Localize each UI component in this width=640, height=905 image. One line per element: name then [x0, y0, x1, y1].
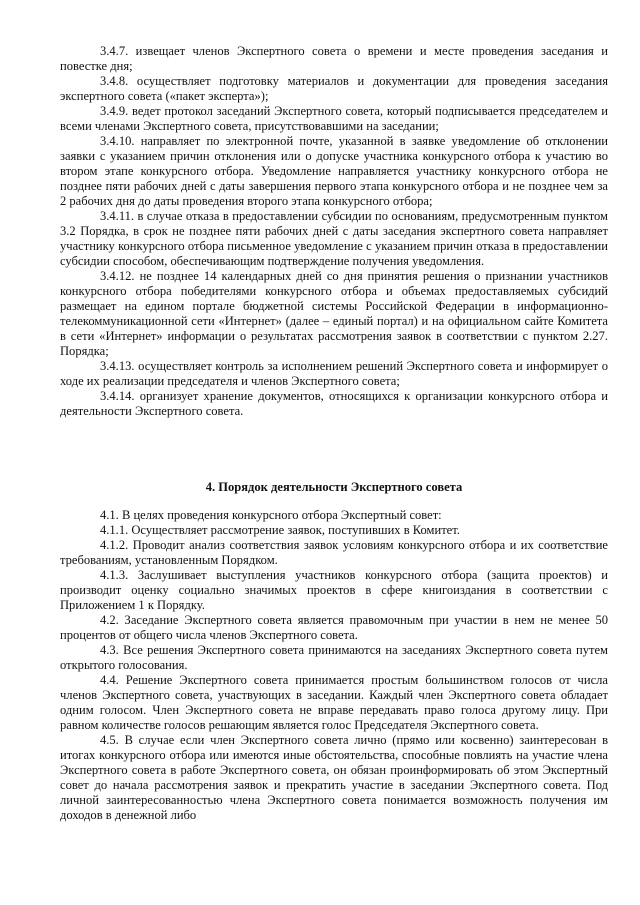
item-4-1-2: 4.1.2. Проводит анализ соответствия заявок условиям конкурсного отбора и их соответствие требованиям, установленным Порядком. — [60, 538, 608, 567]
section-4-heading: 4. Порядок деятельности Экспертного совета — [205, 480, 463, 494]
item-4-2: 4.2. Заседание Экспертного совета является правомочным при участии в нем не менее 50 процентов от общего числа членов Экспертного совета. — [60, 613, 608, 642]
section-3-items — [60, 44, 608, 419]
item-3-4-9: 3.4.9. ведет протокол заседаний Экспертного совета, который подписывается председателем и всеми членами Экспертного совета, присутствовавшими на заседании; — [60, 104, 608, 133]
item-4-3: 4.3. Все решения Экспертного совета принимаются на заседаниях Экспертного совета путем открытого голосования. — [60, 643, 608, 672]
item-3-4-13: 3.4.13. осуществляет контроль за исполнением решений Экспертного совета и информирует о ходе их реализации председателя и членов Экспертного совета; — [60, 359, 608, 388]
item-3-4-14: 3.4.14. организует хранение документов, относящихся к организации конкурсного отбора и деятельности Экспертного совета. — [60, 389, 608, 418]
item-3-4-8: 3.4.8. осуществляет подготовку материалов и документации для проведения заседания экспертного совета («пакет эксперта»); — [60, 74, 608, 103]
section-4-items — [60, 508, 608, 823]
item-3-4-11: 3.4.11. в случае отказа в предоставлении субсидии по основаниям, предусмотренным пунктом 3.2 Порядка, в срок не позднее пяти рабочих дней с даты заседания экспертного совета направляет участнику конкурсного отбора письменное уведомление с указанием причин отказа в предоставлении субсидии способом, обеспечивающим подтверждение получения уведомления. — [60, 209, 608, 268]
item-4-1-3: 4.1.3. Заслушивает выступления участников конкурсного отбора (защита проектов) и производит оценку социально значимых проектов в сфере книгоиздания в соответствии с Приложением 1 к Порядку. — [60, 568, 608, 612]
item-3-4-7: 3.4.7. извещает членов Экспертного совета о времени и месте проведения заседания и повестке дня; — [60, 44, 608, 73]
item-4-4: 4.4. Решение Экспертного совета принимается простым большинством голосов от числа членов Экспертного совета, участвующих в заседании. Каждый член Экспертного совета обладает одним голосом. Член Экспертного совета не вправе передавать право голоса другому лицу. При равном количестве голосов решающим является голос Председателя Экспертного совета. — [60, 673, 608, 732]
item-4-5: 4.5. В случае если член Экспертного совета лично (прямо или косвенно) заинтересован в итогах конкурсного отбора или имеются иные обстоятельства, способные повлиять на участие члена Экспертного совета в работе Экспертного совета, он обязан проинформировать об этом Экспертный совет до начала рассмотрения заявок и прекратить участие в заседании Экспертного совета. Под личной заинтересованностью члена Экспертного совета понимается возможность получения им доходов в денежной либо — [60, 733, 608, 822]
item-3-4-12: 3.4.12. не позднее 14 календарных дней со дня принятия решения о признании участников конкурсного отбора победителями конкурсного отбора и объемах предоставляемых субсидий размещает на едином портале бюджетной системы Российской Федерации в информационно-телекоммуникационной сети «Интернет» (далее – единый портал) и на официальном сайте Комитета в сети «Интернет» информации о результатах рассмотрения заявок в соответствии с пунктом 2.27. Порядка; — [60, 269, 608, 358]
item-4-1-1: 4.1.1. Осуществляет рассмотрение заявок, поступивших в Комитет. — [100, 523, 460, 537]
item-4-1: 4.1. В целях проведения конкурсного отбора Экспертный совет: — [100, 508, 442, 522]
item-3-4-10: 3.4.10. направляет по электронной почте, указанной в заявке уведомление об отклонении заявки с указанием причин отклонения или о допуске участника конкурсного отбора к участию во втором этапе конкурсного отбора. Уведомление направляется участнику конкурсного отбора не позднее пяти рабочих дней с даты завершения первого этапа конкурсного отбора и не позднее чем за 2 рабочих дня до даты проведения второго этапа конкурсного отбора; — [60, 134, 608, 208]
